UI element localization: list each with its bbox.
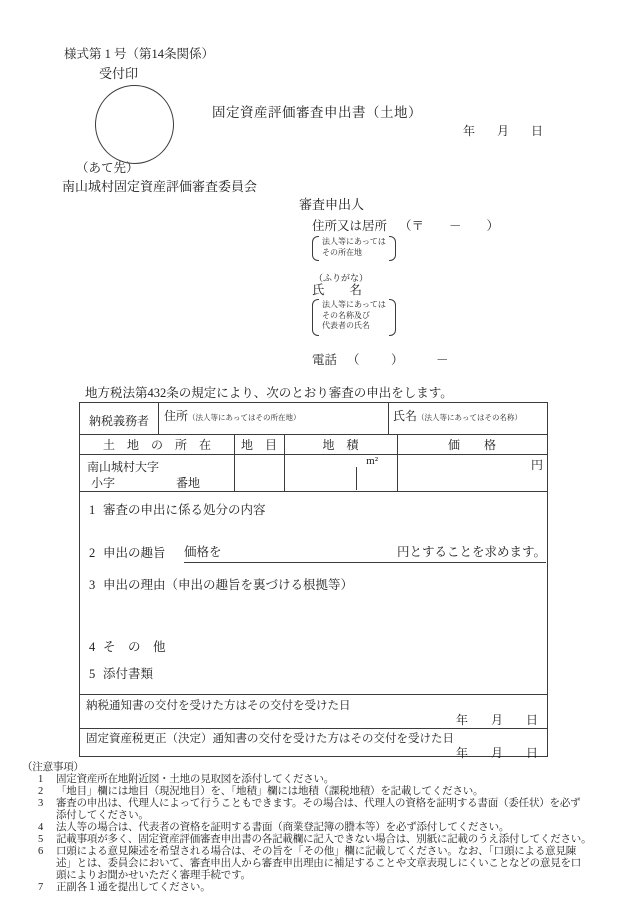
name-column-title: 氏名 — [393, 409, 418, 423]
declaration-line: 地方税法第432条の規定により、次のとおり審査の申出をします。 — [85, 386, 453, 400]
addressee-name: 南山城村固定資産評価審査委員会 — [62, 179, 258, 194]
form-item-1 — [89, 503, 266, 518]
note-text: 審査の申出は、代理人によって行うこともできます。その場合は、代理人の資格を証明する書面（委任状）を必ず — [56, 798, 581, 809]
year-label: 年 — [456, 746, 469, 760]
furigana-label: （ふりがな） — [314, 273, 369, 283]
name-corp-note-text — [319, 299, 389, 336]
phone-open-paren: （ — [347, 353, 360, 367]
name-label: 氏 名 — [312, 283, 363, 297]
header-land-location: 土 地 の 所 在 — [102, 438, 211, 452]
land-location-banchi: 番地 — [176, 476, 201, 490]
address-label: 住所又は居所 — [312, 219, 388, 233]
applicant-heading: 審査申出人 — [299, 197, 365, 212]
day-label: 日 — [526, 713, 539, 727]
page-title: 固定資産評価審査申出書（土地） — [212, 105, 422, 120]
phone-label: 電話 — [312, 353, 338, 367]
item-number: 4 — [89, 640, 96, 654]
grid-line — [80, 491, 547, 492]
note-number: 7 — [38, 882, 44, 893]
note-number: 5 — [38, 834, 44, 845]
note-2 — [38, 786, 483, 798]
address-corp-note-line2: その所在地 — [322, 247, 362, 257]
note-6-continued: 頭によりお聞かせいただく審理手続です。 — [56, 870, 251, 881]
address-column-label — [164, 407, 300, 425]
land-location-koaza: 小字 — [91, 476, 116, 490]
item-label: 申出の趣旨 — [103, 546, 166, 560]
item-label: そ の 他 — [103, 640, 166, 654]
note-text: 固定資産所在地附近図・土地の見取図を添付してください。 — [56, 774, 335, 785]
price-unit: 円 — [530, 458, 543, 472]
note-6-continued: 述」とは、委員会において、審査申出人から審査申出理由に補足することや文章表現しにくいことなどの意見を口 — [56, 858, 582, 869]
grid-line — [80, 434, 547, 435]
name-corp-note-line3: 代表者の氏名 — [322, 321, 370, 330]
bracket-close — [389, 299, 396, 336]
tax-notice-date-line — [456, 711, 538, 728]
item-number: 2 — [89, 546, 96, 560]
year-label: 年 — [456, 713, 469, 727]
note-3 — [38, 798, 580, 810]
bracket-open — [312, 236, 319, 261]
note-4 — [38, 822, 509, 834]
note-number: 4 — [38, 822, 44, 833]
form-item-2 — [89, 546, 166, 561]
purport-prefix: 価格を — [184, 545, 222, 559]
receipt-stamp-circle — [95, 85, 174, 164]
name-column-note: （法人等にあってはその名称） — [417, 413, 522, 422]
receipt-stamp-label: 受付印 — [99, 66, 139, 81]
address-corp-note-text — [319, 236, 389, 261]
note-1 — [38, 774, 334, 786]
note-text: 「地目」欄には地目（現況地目）を、「地積」欄には地積（課税地積）を記載してください。 — [56, 786, 484, 797]
note-6 — [38, 846, 576, 858]
form-item-4 — [89, 640, 166, 655]
item-number: 1 — [89, 503, 96, 517]
phone-dash: － — [436, 353, 449, 367]
item-label: 添付書類 — [103, 667, 154, 681]
tax-notice-date-label: 納税通知書の交付を受けた方はその交付を受けた日 — [86, 700, 351, 712]
header-land-price: 価 格 — [447, 438, 496, 452]
form-item-3 — [89, 578, 353, 593]
note-text: 口頭による意見陳述を希望される場合は、その旨を「その他」欄に記載してください。なお、「口頭による意見陳 — [56, 846, 577, 857]
note-number: 2 — [38, 786, 44, 797]
name-corp-note — [312, 299, 396, 336]
day-label: 日 — [531, 124, 544, 138]
form-number: 様式第 1 号（第14条関係） — [64, 47, 215, 61]
item-number: 5 — [89, 667, 96, 681]
note-number: 6 — [38, 846, 44, 857]
header-land-category: 地 目 — [240, 438, 277, 452]
phone-line — [312, 353, 472, 369]
bracket-close — [389, 236, 396, 261]
taxpayer-label: 納税義務者 — [89, 414, 150, 428]
note-5 — [38, 834, 591, 846]
application-table — [79, 402, 548, 760]
grid-line — [80, 728, 547, 729]
addressee-prefix: （あて先） — [76, 161, 139, 175]
note-7 — [38, 882, 211, 894]
bracket-open — [312, 299, 319, 336]
name-corp-note-line1: 法人等にあっては — [322, 300, 386, 309]
note-3-continued: 添付してください。 — [56, 810, 149, 821]
note-text: 正副各１通を提出してください。 — [56, 882, 211, 893]
phone-close-paren: ） — [391, 353, 404, 367]
month-label: 月 — [497, 124, 510, 138]
area-tick-line — [356, 467, 357, 490]
address-column-note: （法人等にあってはその所在地） — [188, 413, 301, 422]
item-label: 申出の理由（申出の趣旨を裏づける根拠等） — [103, 578, 354, 592]
date-line — [463, 122, 543, 139]
item-number: 3 — [89, 578, 96, 592]
postal-format: （〒 － ） — [399, 219, 500, 233]
month-label: 月 — [491, 746, 504, 760]
header-land-area: 地 積 — [322, 438, 359, 452]
notes-heading: （注意事項） — [22, 762, 84, 773]
item-label: 審査の申出に係る処分の内容 — [103, 503, 266, 517]
note-number: 3 — [38, 798, 44, 809]
purport-fill-line — [184, 545, 546, 563]
note-text: 法人等の場合は、代表者の資格を証明する書面（商業登記簿の謄本等）を必ず添付してください。 — [56, 822, 510, 833]
year-label: 年 — [463, 124, 476, 138]
grid-line — [158, 403, 159, 434]
address-corp-note — [312, 236, 396, 261]
land-location-line1: 南山城村大字 — [87, 460, 160, 474]
form-item-5 — [89, 667, 153, 682]
correction-notice-date-label: 固定資産税更正（決定）通知書の交付を受けた方はその交付を受けた日 — [86, 733, 454, 745]
grid-line — [388, 403, 389, 434]
correction-notice-date-line — [456, 744, 538, 761]
address-column-title: 住所 — [164, 409, 189, 423]
name-column-label — [393, 407, 522, 425]
grid-line — [80, 694, 547, 695]
address-corp-note-line1: 法人等にあっては — [322, 237, 386, 246]
note-number: 1 — [38, 774, 44, 785]
name-corp-note-line2: その名称及び — [322, 310, 370, 320]
day-label: 日 — [526, 746, 539, 760]
purport-suffix: 円とすることを求めます。 — [396, 545, 546, 559]
area-unit: m² — [366, 455, 378, 467]
month-label: 月 — [491, 713, 504, 727]
note-text: 記載事項が多く、固定資産評価審査申出書の各記載欄に記入できない場合は、別紙に記載のうえ添付してください。 — [56, 834, 592, 845]
